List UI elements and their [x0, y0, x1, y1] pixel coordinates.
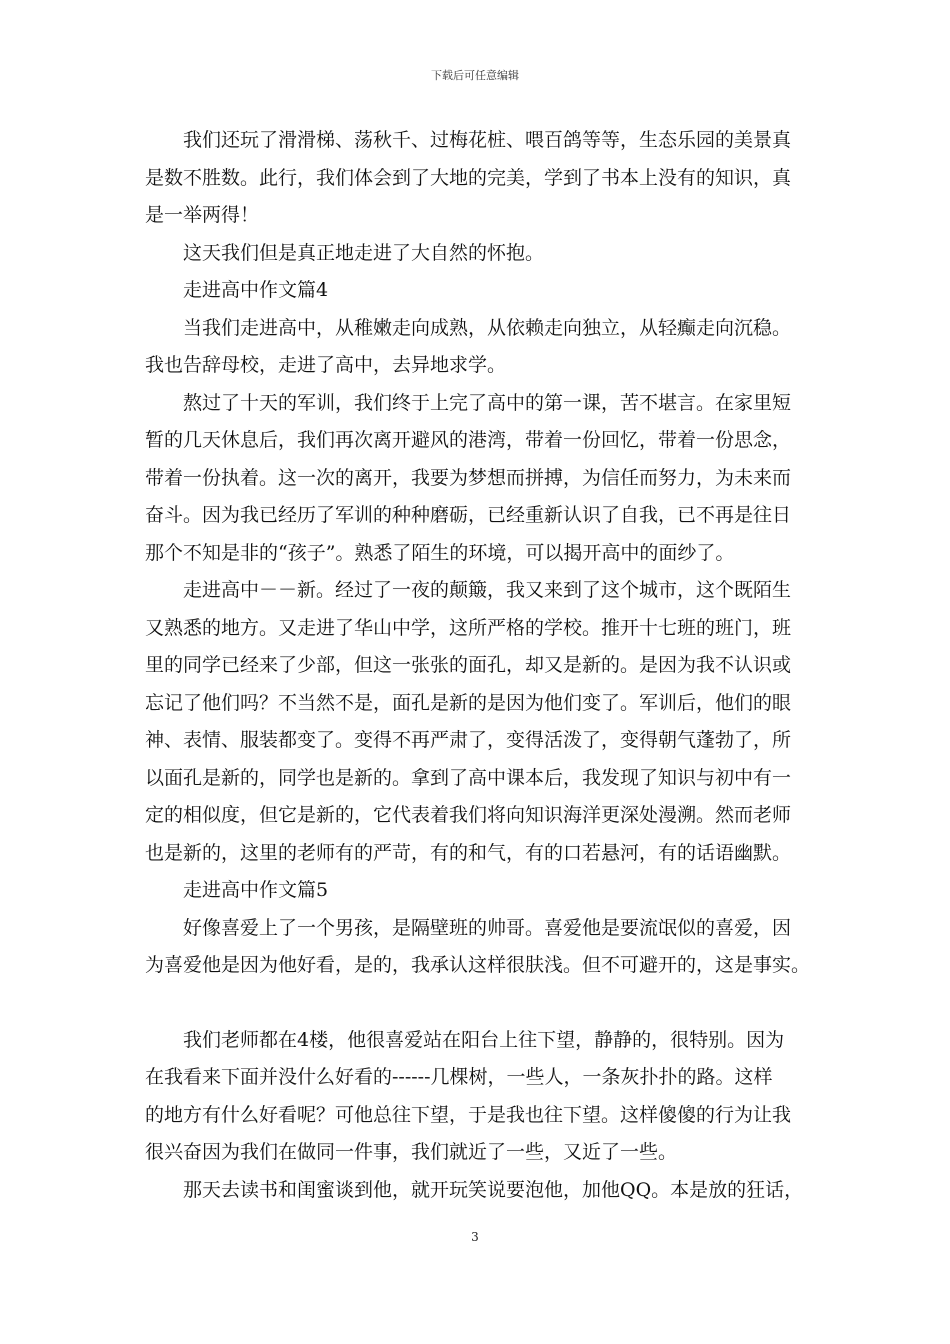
text-line: 是一举两得！ — [145, 204, 260, 226]
text-line: 的地方有什么好看呢？可他总往下望，于是我也往下望。这样傻傻的行为让我 — [145, 1103, 792, 1126]
text-line: 我们还玩了滑滑梯、荡秋千、过梅花桩、喂百鸽等等，生态乐园的美景真 — [183, 129, 792, 151]
text-line: 以面孔是新的，同学也是新的。拿到了高中课本后，我发现了知识与初中有一 — [145, 766, 792, 789]
text-line: 很兴奋因为我们在做同一件事，我们就近了一些，又近了一些。 — [145, 1141, 678, 1163]
text-line: 带着一份执着。这一次的离开，我要为梦想而拼搏，为信任而努力，为未来而 — [145, 466, 792, 489]
page-header: 下载后可任意编辑 — [431, 69, 519, 82]
text-line: 熬过了十天的军训，我们终于上完了高中的第一课，苦不堪言。在家里短 — [183, 391, 792, 414]
page-number: 3 — [471, 1230, 479, 1244]
text-line: 忘记了他们吗？不当然不是，面孔是新的是因为他们变了。军训后，他们的眼 — [145, 691, 792, 714]
text-line: 那个不知是非的“孩子”。熟悉了陌生的环境，可以揭开高中的面纱了。 — [145, 541, 735, 564]
text-line: 神、表情、服装都变了。变得不再严肃了，变得活泼了，变得朝气蓬勃了，所 — [145, 729, 792, 751]
text-line: 这天我们但是真正地走进了大自然的怀抱。 — [183, 241, 545, 264]
text-line: 我们老师都在4楼，他很喜爱站在阳台上往下望，静静的，很特别。因为 — [183, 1028, 785, 1051]
document-body — [145, 122, 833, 1209]
text-line: 走进高中作文篇5 — [183, 879, 329, 901]
text-line: 我也告辞母校，走进了高中，去异地求学。 — [145, 354, 507, 376]
text-line: 走进高中作文篇4 — [183, 279, 329, 301]
text-line: 里的同学已经来了少部，但这一张张的面孔，却又是新的。是因为我不认识或 — [145, 654, 792, 676]
text-line: 好像喜爱上了一个男孩，是隔壁班的帅哥。喜爱他是要流氓似的喜爱，因 — [183, 916, 792, 939]
text-line: 在我看来下面并没什么好看的------几棵树，一些人，一条灰扑扑的路。这样 — [145, 1066, 773, 1088]
text-line: 走进高中－－新。经过了一夜的颠簸，我又来到了这个城市，这个既陌生 — [183, 579, 792, 601]
text-block-1 — [145, 122, 833, 985]
text-line: 是数不胜数。此行，我们体会到了大地的完美，学到了书本上没有的知识，真 — [145, 166, 792, 189]
text-block-2 — [145, 1022, 833, 1210]
text-line: 奋斗。因为我已经历了军训的种种磨砺，已经重新认识了自我，已不再是往日 — [145, 504, 792, 526]
text-line: 为喜爱他是因为他好看，是的，我承认这样很肤浅。但不可避开的，这是事实。 — [145, 954, 811, 976]
text-line: 那天去读书和闺蜜谈到他，就开玩笑说要泡他，加他QQ。本是放的狂话， — [183, 1178, 804, 1201]
text-line: 定的相似度，但它是新的，它代表着我们将向知识海洋更深处漫溯。然而老师 — [145, 804, 792, 826]
text-line: 当我们走进高中，从稚嫩走向成熟，从依赖走向独立，从轻癫走向沉稳。 — [183, 316, 792, 339]
text-line: 也是新的，这里的老师有的严苛，有的和气，有的口若悬河，有的话语幽默。 — [145, 841, 792, 864]
paragraph-gap — [145, 985, 833, 1022]
text-line: 暂的几天休息后，我们再次离开避风的港湾，带着一份回忆，带着一份思念， — [145, 429, 792, 451]
text-line: 又熟悉的地方。又走进了华山中学，这所严格的学校。推开十七班的班门，班 — [145, 616, 792, 639]
